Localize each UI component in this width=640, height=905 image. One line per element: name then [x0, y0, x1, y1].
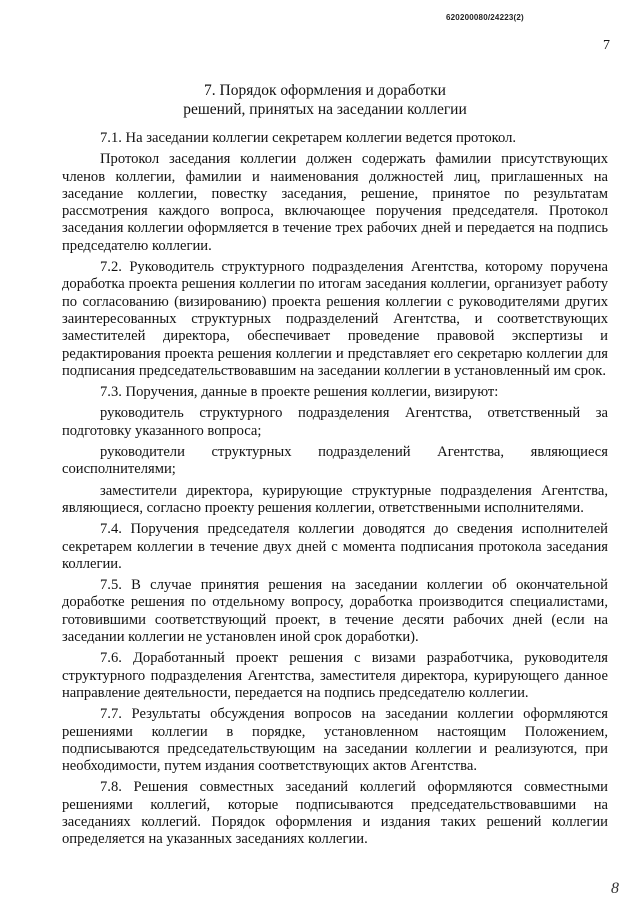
paragraph-7-3-item-1: руководитель структурного подразделения Агентства, ответственный за подготовку указанного вопроса;	[62, 405, 608, 439]
handwritten-page-mark: 8	[611, 880, 619, 897]
page-number: 7	[603, 38, 610, 53]
paragraph-7-8: 7.8. Решения совместных заседаний коллегий оформляются совместными решениями коллегий, которые подписываются председательствовавшими на заседаниях коллегий. Порядок оформления и издания таких решений коллегии определяется на указанных заседаниях коллегии.	[62, 779, 608, 848]
paragraph-7-3: 7.3. Поручения, данные в проекте решения коллегии, визируют:	[100, 384, 499, 401]
paragraph-7-7: 7.7. Результаты обсуждения вопросов на заседании коллегии оформляются решениями коллегии в порядке, установленном настоящим Положением, подписываются председательствующим на заседании коллегии и реализуются, при необходимости, путем издания соответствующих актов Агентства.	[62, 706, 608, 775]
paragraph-7-6: 7.6. Доработанный проект решения с визами разработчика, руководителя структурного подразделения Агентства, заместителя директора, курирующего данное направление деятельности, передается на подпись председателю коллегии.	[62, 650, 608, 701]
section-title-line-1: 7. Порядок оформления и доработки	[204, 82, 446, 99]
paragraph-7-3-item-2: руководители структурных подразделений Агентства, являющиеся соисполнителями;	[62, 444, 608, 478]
paragraph-7-3-item-3: заместители директора, курирующие структурные подразделения Агентства, являющиеся, согласно проекту решения коллегии, ответственными исполнителями.	[62, 482, 608, 516]
section-title	[0, 81, 640, 119]
section-title-line-2: решений, принятых на заседании коллегии	[183, 101, 467, 118]
paragraph-7-1: 7.1. На заседании коллегии секретарем коллегии ведется протокол.	[100, 130, 517, 146]
paragraph-7-2: 7.2. Руководитель структурного подразделения Агентства, которому поручена доработка проекта решения коллегии по итогам заседания коллегии, организует работу по согласованию (визированию) проекта решения коллегии с руководителями других заинтересованных структурных подразделений Агентства, и соответствующих заместителей директора, обеспечивает проведение правовой экспертизы и редактирования проекта решения коллегии и представляет его секретарю коллегии для подписания председательствовавшим на заседании коллегии в установленный им срок.	[62, 259, 608, 379]
document-id: 620200080/24223(2)	[446, 13, 524, 22]
document-body	[62, 130, 608, 853]
paragraph-protocol: Протокол заседания коллегии должен содержать фамилии присутствующих членов коллегии, фамилии и наименования должностей лиц, приглашенных на заседание коллегии, повестку заседания, решение, принятое по результатам рассмотрения каждого вопроса, включающее поручения председателя. Протокол заседания коллегии оформляется в течение трех рабочих дней и передается на подпись председателю коллегии.	[62, 151, 608, 254]
paragraph-7-4: 7.4. Поручения председателя коллегии доводятся до сведения исполнителей секретарем коллегии в течение двух дней с момента подписания протокола заседания коллегии.	[62, 521, 608, 572]
paragraph-7-5: 7.5. В случае принятия решения на заседании коллегии об окончательной доработке решения по отдельному вопросу, доработка производится специалистами, готовившими соответствующий проект, в течение десяти рабочих дней (если на заседании коллегии не установлен иной срок доработки).	[62, 577, 608, 646]
